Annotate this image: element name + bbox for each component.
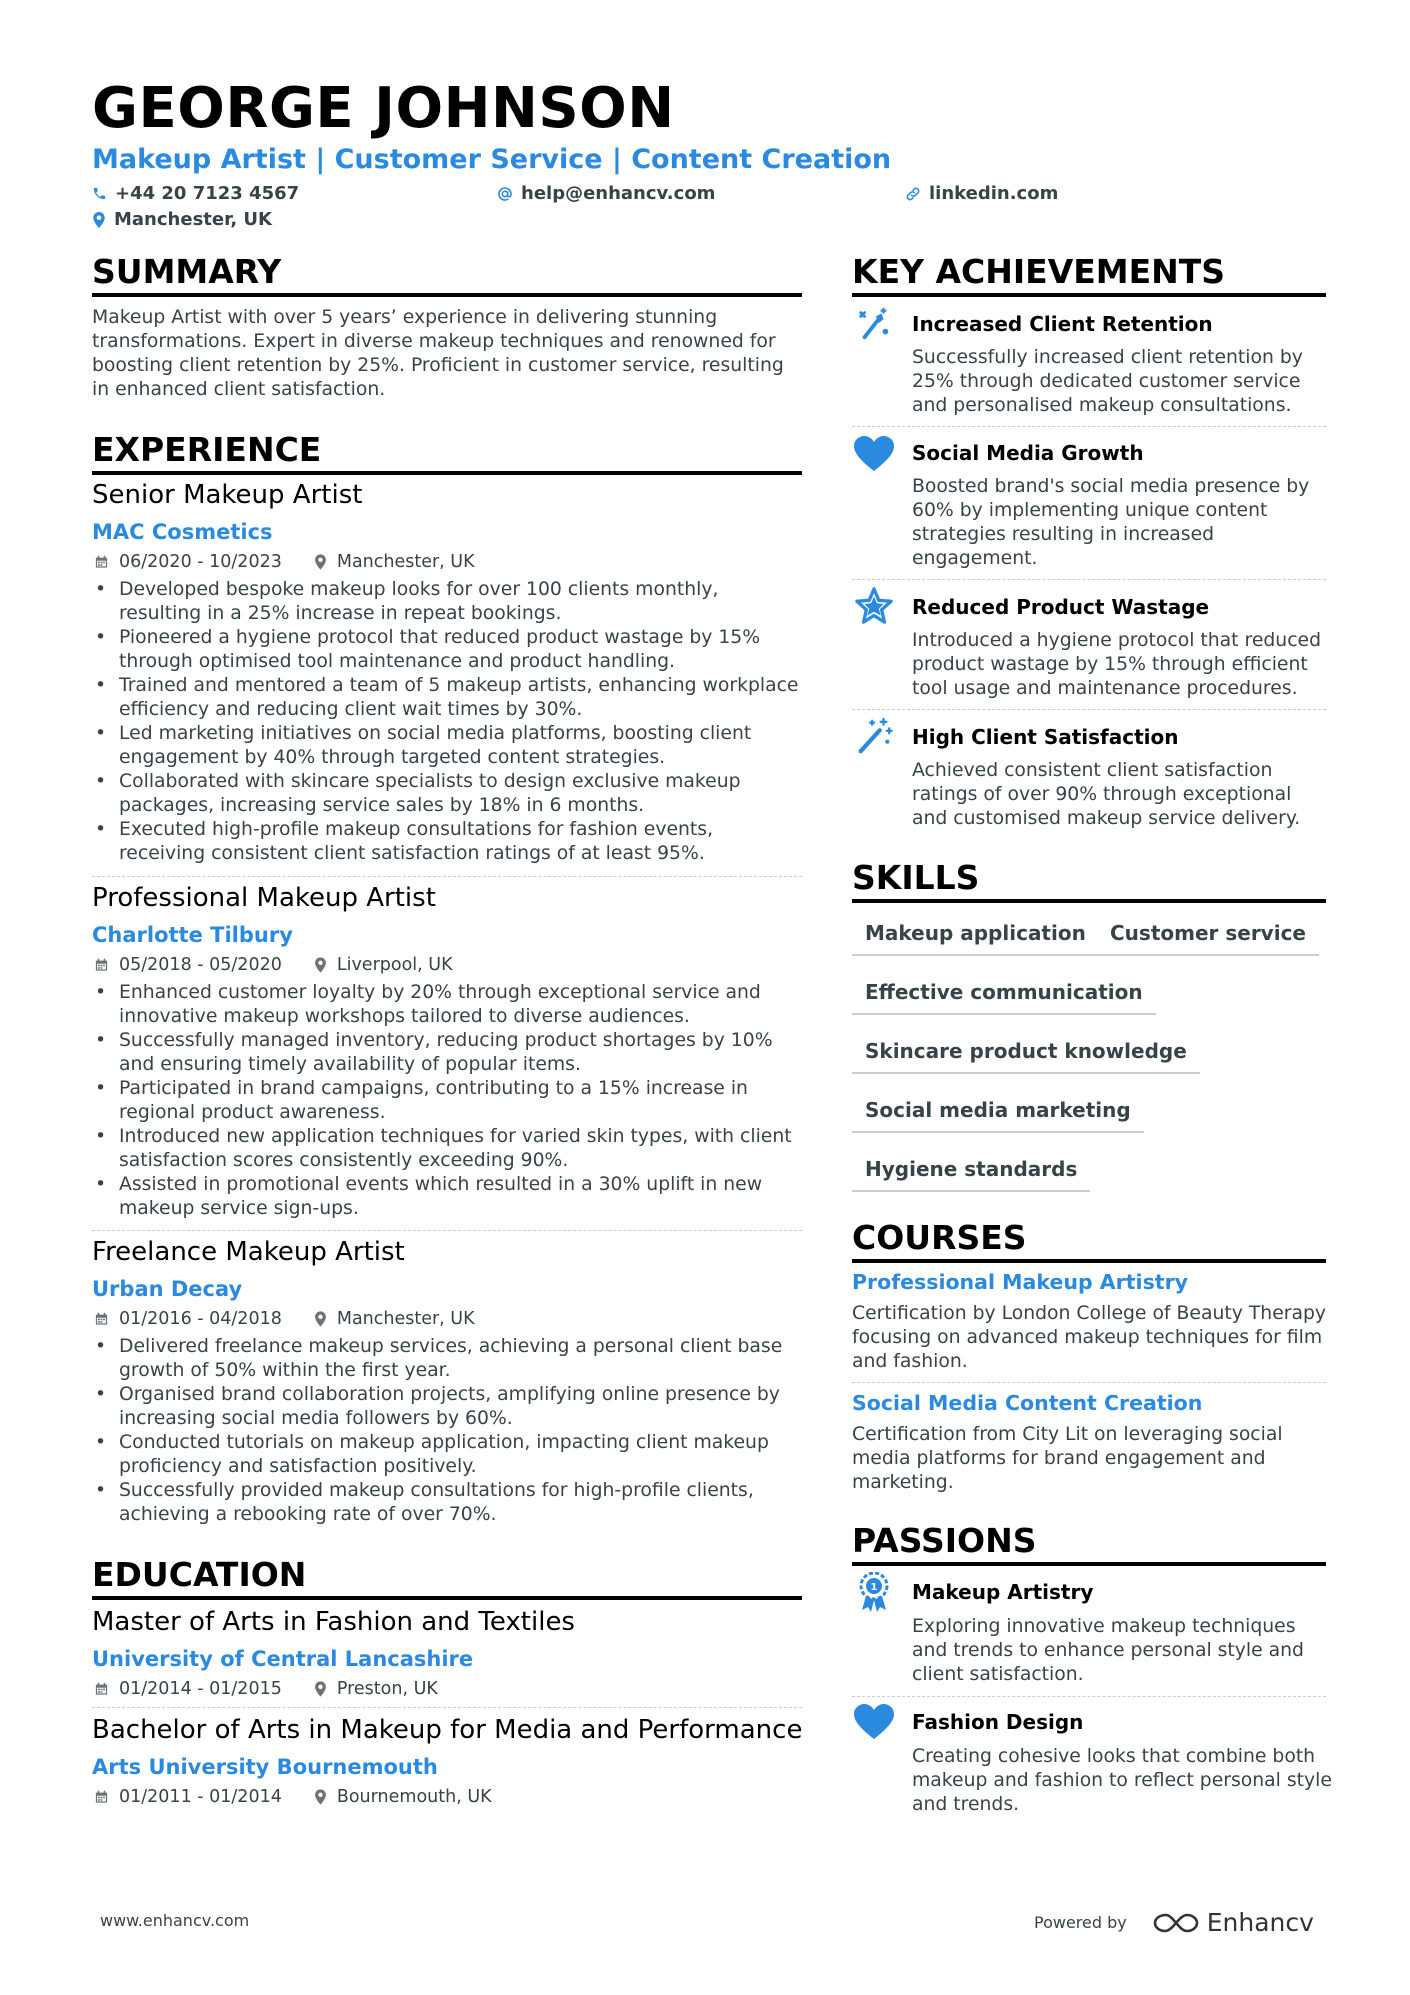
- skill-tag: Customer service: [1097, 918, 1319, 956]
- education-location: Preston, UK: [336, 1679, 438, 1699]
- candidate-name: GEORGE JOHNSON: [92, 76, 675, 141]
- education-dates: 01/2014 - 01/2015: [119, 1679, 282, 1699]
- footer-powered-by[interactable]: [1034, 1908, 1314, 1937]
- divider: [92, 1230, 802, 1231]
- summary-heading: SUMMARY: [92, 252, 282, 291]
- footer-website[interactable]: www.enhancv.com: [100, 1911, 250, 1930]
- divider: [852, 579, 1326, 580]
- list-item: • Collaborated with skincare specialists to design exclusive makeup packages, increasing service sales by 18% in 6 months.: [92, 770, 804, 818]
- company-name: MAC Cosmetics: [92, 520, 273, 544]
- skill-tag: Skincare product knowledge: [852, 1036, 1200, 1074]
- phone-icon: [92, 186, 107, 201]
- list-item: • Conducted tutorials on makeup application, impacting client makeup proficiency and satisfaction positively.: [92, 1431, 804, 1479]
- contact-location: [92, 209, 272, 230]
- star-icon: [854, 586, 894, 626]
- list-item: • Successfully managed inventory, reducing product shortages by 10% and ensuring timely availability of popular items.: [92, 1029, 804, 1077]
- summary-rule: [92, 293, 802, 297]
- list-item: • Organised brand collaboration projects, amplifying online presence by increasing social media followers by 60%.: [92, 1383, 804, 1431]
- job-title: Senior Makeup Artist: [92, 480, 363, 510]
- list-item: • Led marketing initiatives on social media platforms, boosting client engagement by 40% through targeted content strategies.: [92, 722, 804, 770]
- phone-text: +44 20 7123 4567: [115, 183, 300, 204]
- skills-heading: SKILLS: [852, 858, 980, 897]
- job-bullets: [92, 578, 804, 866]
- location-pin-icon: [314, 554, 327, 570]
- achievement-text: Introduced a hygiene protocol that reduced product wastage by 15% through efficient tool usage and maintenance procedures.: [912, 630, 1322, 699]
- contact-linkedin[interactable]: [905, 183, 1058, 204]
- company-name: Urban Decay: [92, 1277, 243, 1301]
- job-dates: 01/2016 - 04/2018: [119, 1309, 282, 1329]
- powered-by-label: Powered by: [1034, 1913, 1127, 1932]
- courses-rule: [852, 1259, 1326, 1263]
- location-pin-icon: [314, 957, 327, 973]
- location-pin-icon: [314, 1311, 327, 1327]
- list-item: • Introduced new application techniques for varied skin types, with client satisfaction scores consistently exceeding 90%.: [92, 1125, 804, 1173]
- email-text: help@enhancv.com: [521, 183, 716, 204]
- list-item: • Trained and mentored a team of 5 makeup artists, enhancing workplace efficiency and reducing client wait times by 30%.: [92, 674, 804, 722]
- list-item: • Executed high-profile makeup consultations for fashion events, receiving consistent client satisfaction ratings of at least 95%.: [92, 818, 804, 866]
- divider: [852, 1696, 1326, 1697]
- achievement-title: Reduced Product Wastage: [912, 595, 1210, 619]
- passions-heading: PASSIONS: [852, 1521, 1037, 1560]
- job-title: Professional Makeup Artist: [92, 883, 436, 913]
- education-location: Bournemouth, UK: [336, 1787, 492, 1807]
- at-icon: [497, 186, 513, 202]
- achievements-heading: KEY ACHIEVEMENTS: [852, 252, 1226, 291]
- calendar-icon: [94, 1681, 109, 1697]
- link-icon: [905, 186, 921, 202]
- skill-tag: Social media marketing: [852, 1095, 1144, 1133]
- achievement-text: Boosted brand's social media presence by 60% by implementing unique content strategies resulting in increased engagement.: [912, 476, 1310, 569]
- company-name: Charlotte Tilbury: [92, 923, 293, 947]
- list-item: • Participated in brand campaigns, contributing to a 15% increase in regional product awareness.: [92, 1077, 804, 1125]
- location-pin-icon: [314, 1789, 327, 1805]
- education-meta: [94, 1787, 492, 1807]
- education-dates: 01/2011 - 01/2014: [119, 1787, 282, 1807]
- passion-text: Exploring innovative makeup techniques and trends to enhance personal style and client satisfaction.: [912, 1616, 1304, 1685]
- achievement-title: High Client Satisfaction: [912, 725, 1179, 749]
- divider: [852, 709, 1326, 710]
- achievement-text: Achieved consistent client satisfaction ratings of over 90% through exceptional and customised makeup service delivery.: [912, 760, 1301, 829]
- course-title: Professional Makeup Artistry: [852, 1270, 1189, 1294]
- heart-icon: [854, 434, 894, 474]
- enhancv-logo-icon: [1153, 1911, 1199, 1935]
- skills-rule: [852, 899, 1326, 903]
- skill-tag: Makeup application: [852, 918, 1099, 956]
- list-item: • Assisted in promotional events which resulted in a 30% uplift in new makeup service sign-ups.: [92, 1173, 804, 1221]
- course-text: Certification from City Lit on leveraging social media platforms for brand engagement and marketing.: [852, 1424, 1283, 1493]
- linkedin-text: linkedin.com: [929, 183, 1059, 204]
- experience-rule: [92, 471, 802, 475]
- list-item: • Enhanced customer loyalty by 20% through exceptional service and innovative makeup workshops tailored to diverse audiences.: [92, 981, 804, 1029]
- candidate-title: Makeup Artist | Customer Service | Content Creation: [92, 144, 892, 175]
- divider: [852, 1382, 1326, 1383]
- calendar-icon: [94, 957, 109, 973]
- svg-text:1: 1: [870, 1582, 878, 1593]
- job-bullets: [92, 1335, 804, 1527]
- job-meta: [94, 552, 475, 572]
- courses-heading: COURSES: [852, 1218, 1027, 1257]
- award-ribbon-icon: [854, 1572, 894, 1612]
- course-title: Social Media Content Creation: [852, 1391, 1203, 1415]
- skill-tag: Effective communication: [852, 977, 1156, 1015]
- list-item: • Pioneered a hygiene protocol that reduced product wastage by 15% through optimised tool maintenance and product handling.: [92, 626, 804, 674]
- brand-logo: [1153, 1908, 1314, 1937]
- course-text: Certification by London College of Beauty Therapy focusing on advanced makeup techniques for film and fashion.: [852, 1303, 1327, 1372]
- location-pin-icon: [92, 212, 106, 228]
- degree-title: Master of Arts in Fashion and Textiles: [92, 1607, 575, 1637]
- job-meta: [94, 955, 453, 975]
- heart-icon: [854, 1702, 894, 1742]
- contact-email[interactable]: [497, 183, 715, 204]
- school-name: Arts University Bournemouth: [92, 1755, 438, 1779]
- experience-heading: EXPERIENCE: [92, 430, 322, 469]
- passion-text: Creating cohesive looks that combine both makeup and fashion to reflect personal style and trends.: [912, 1746, 1332, 1815]
- passions-rule: [852, 1562, 1326, 1566]
- job-dates: 05/2018 - 05/2020: [119, 955, 282, 975]
- job-title: Freelance Makeup Artist: [92, 1237, 405, 1267]
- achievements-rule: [852, 293, 1326, 297]
- summary-text: Makeup Artist with over 5 years’ experience in delivering stunning transformations. Expert in diverse makeup techniques and renowned for boosting client retention by 25%. Proficient in customer service, resulting in enhanced client satisfaction.: [92, 307, 784, 400]
- job-location: Manchester, UK: [336, 1309, 475, 1329]
- brand-name: Enhancv: [1206, 1908, 1314, 1937]
- job-location: Manchester, UK: [336, 552, 475, 572]
- list-item: • Delivered freelance makeup services, achieving a personal client base growth of 50% within the first year.: [92, 1335, 804, 1383]
- school-name: University of Central Lancashire: [92, 1647, 474, 1671]
- divider: [852, 426, 1326, 427]
- job-dates: 06/2020 - 10/2023: [119, 552, 282, 572]
- calendar-icon: [94, 1789, 109, 1805]
- education-heading: EDUCATION: [92, 1555, 307, 1594]
- location-pin-icon: [314, 1681, 327, 1697]
- divider: [92, 876, 802, 877]
- education-meta: [94, 1679, 438, 1699]
- job-location: Liverpool, UK: [336, 955, 453, 975]
- job-bullets: [92, 981, 804, 1221]
- achievement-title: Social Media Growth: [912, 441, 1144, 465]
- magic-wand-icon: [854, 304, 894, 344]
- calendar-icon: [94, 1311, 109, 1327]
- passion-title: Fashion Design: [912, 1710, 1084, 1734]
- education-rule: [92, 1596, 802, 1600]
- sparkle-wand-icon: [854, 716, 894, 756]
- contact-phone[interactable]: [92, 183, 299, 204]
- achievement-title: Increased Client Retention: [912, 312, 1213, 336]
- job-meta: [94, 1309, 475, 1329]
- list-item: • Developed bespoke makeup looks for over 100 clients monthly, resulting in a 25% increase in repeat bookings.: [92, 578, 804, 626]
- list-item: • Successfully provided makeup consultations for high-profile clients, achieving a rebooking rate of over 70%.: [92, 1479, 804, 1527]
- calendar-icon: [94, 554, 109, 570]
- divider: [92, 1707, 802, 1708]
- achievement-text: Successfully increased client retention by 25% through dedicated customer service and personalised makeup consultations.: [912, 347, 1303, 416]
- skill-tag: Hygiene standards: [852, 1154, 1090, 1192]
- degree-title: Bachelor of Arts in Makeup for Media and Performance: [92, 1715, 803, 1745]
- location-text: Manchester, UK: [114, 209, 272, 230]
- passion-title: Makeup Artistry: [912, 1580, 1094, 1604]
